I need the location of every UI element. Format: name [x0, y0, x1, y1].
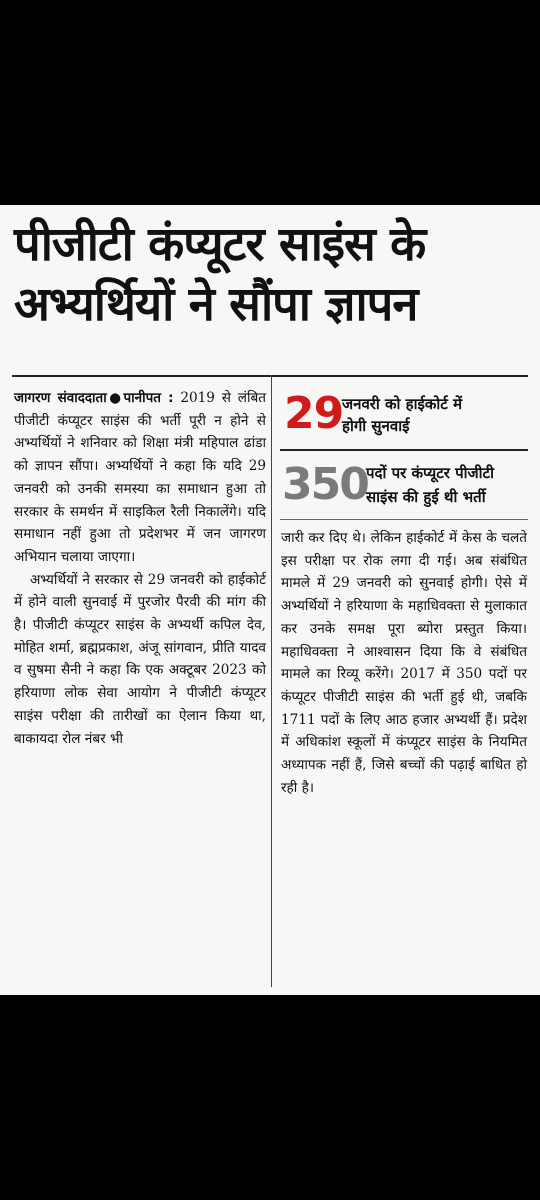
highlight-box-posts: [280, 449, 528, 520]
newspaper-clipping: [0, 205, 540, 995]
paragraph-3: जारी कर दिए थे। लेकिन हाईकोर्ट में केस के चलते इस परीक्षा पर रोक लगा दी गई। अब संबंधित मामले में 29 जनवरी को सुनवाई होगी। ऐसे में अभ्यर्थियों ने हरियाणा के महाधिवक्ता से मुलाकात कर उनके समक्ष पूरा ब्योरा प्रस्तुत किया। महाधिवक्ता ने आश्वासन दिया कि वे संबंधित मामले का रिव्यू करेंगे। 2017 में 350 पदों पर कंप्यूटर पीजीटी साइंस की भर्ती हुई थी, जबकि 1711 पदों के लिए आठ हजार अभ्यर्थी हैं। प्रदेश में अधिकांश स्कूलों में कंप्यूटर साइंस के नियमित अध्यापक नहीं हैं, जिसे बच्चों की पढ़ाई बाधित हो रही है।: [281, 530, 527, 796]
right-column: [281, 527, 527, 799]
highlight-text-posts: [366, 461, 494, 509]
highlight-text-hearing: [342, 393, 462, 437]
highlight-line: साइंस की हुई थी भर्ती: [366, 488, 486, 506]
left-column: [14, 387, 266, 750]
highlight-number-29: 29: [284, 388, 344, 439]
column-divider: [271, 375, 272, 987]
highlight-line: होगी सुनवाई: [342, 417, 410, 435]
highlight-line: पदों पर कंप्यूटर पीजीटी: [366, 464, 494, 482]
highlight-line: जनवरी को हाईकोर्ट में: [342, 395, 463, 413]
headline: [14, 215, 526, 335]
highlight-box-hearing: [280, 387, 528, 443]
paragraph-2: अभ्यर्थियों ने सरकार से 29 जनवरी को हाईकोर्ट में होने वाली सुनवाई में पुरजोर पैरवी की मांग की है। पीजीटी कंप्यूटर साइंस के अभ्यर्थी कपिल देव, मोहित शर्मा, ब्रह्मप्रकाश, अंजू सांगवान, प्रीति यादव व सुषमा सैनी ने कहा कि एक अक्टूबर 2023 को हरियाणा लोक सेवा आयोग ने पीजीटी कंप्यूटर साइंस परीक्षा की तारीखों का ऐलान किया था, बाकायदा रोल नंबर भी: [14, 571, 266, 747]
paragraph-1: [14, 387, 266, 569]
headline-line-1: पीजीटी कंप्यूटर साइंस के: [14, 217, 426, 272]
divider: [12, 375, 528, 377]
paragraph-1-text: 2019 से लंबित पीजीटी कंप्यूटर साइंस की भर्ती पूरी न होने से अभ्यर्थियों ने शनिवार को शिक्षा मंत्री महिपाल ढांडा को ज्ञापन सौंपा। अभ्यर्थियों ने कहा कि यदि 29 जनवरी को उनकी समस्या का समाधान हुआ तो सरकार के समर्थन में साइकिल रैली निकालेंगे। यदि समाधान नहीं हुआ तो प्रदेशभर में जन जागरण अभियान चलाया जाएगा।: [14, 390, 266, 565]
highlight-number-350: 350: [282, 459, 368, 510]
dateline: जागरण संवाददाता●पानीपत :: [14, 390, 174, 406]
headline-line-2: अभ्यर्थियों ने सौंपा ज्ञापन: [14, 277, 418, 332]
